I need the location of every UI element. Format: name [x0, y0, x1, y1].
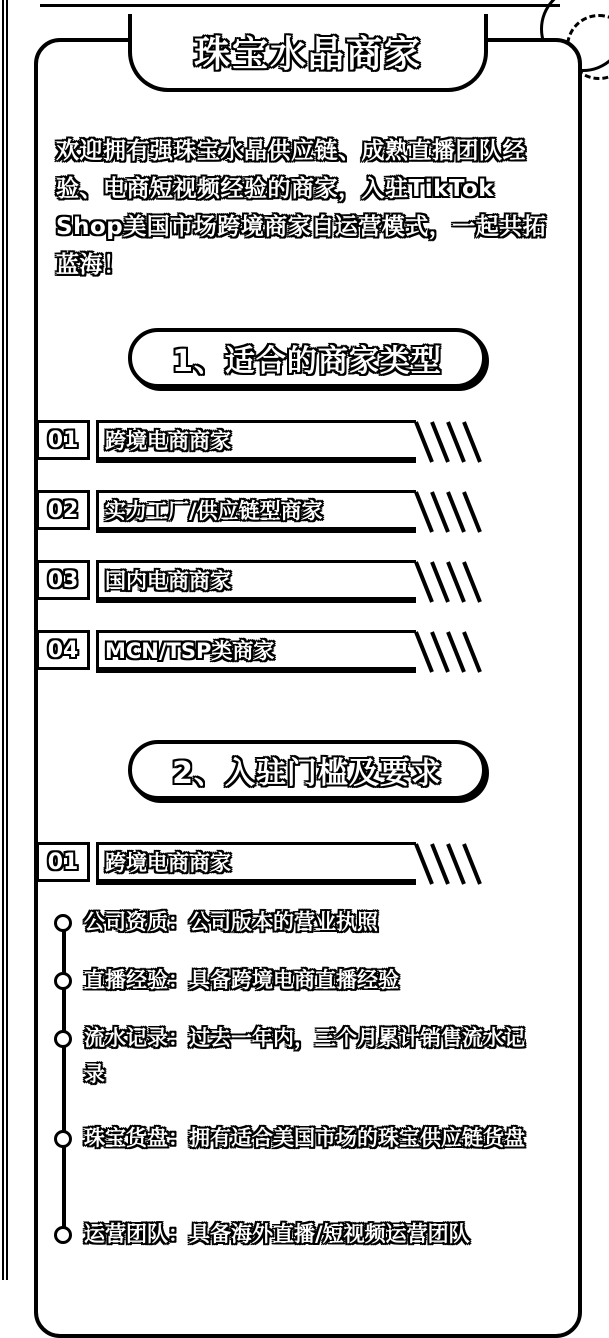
stripes-decoration: [412, 490, 482, 534]
stripes-decoration: [412, 420, 482, 464]
item-label: MCN/TSP类商家: [96, 630, 416, 670]
item-label: 跨境电商商家: [96, 420, 416, 460]
header-tab: [128, 14, 488, 92]
intro-paragraph: 欢迎拥有强珠宝水晶供应链、成熟直播团队经验、电商短视频经验的商家，入驻TikTok Shop美国市场跨境商家自运营模式，一起共拓蓝海！: [56, 138, 547, 278]
section-1-title: 1、适合的商家类型: [172, 344, 442, 379]
stripes-decoration: [412, 630, 482, 674]
page-title: 珠宝水晶商家: [193, 33, 422, 75]
merchant-type-item: [36, 560, 446, 604]
requirement-category-item: [36, 842, 446, 886]
item-label: 国内电商商家: [96, 560, 416, 600]
timeline-line: [62, 918, 66, 1234]
timeline-dot: [54, 1130, 72, 1148]
item-label: 跨境电商商家: [96, 842, 416, 882]
item-number: 03: [36, 560, 90, 600]
requirement-item: 流水记录：过去一年内，三个月累计销售流水记录: [84, 1026, 525, 1086]
item-number: 01: [36, 420, 90, 460]
item-number: 02: [36, 490, 90, 530]
top-border-line: [40, 4, 560, 7]
merchant-type-item: [36, 630, 446, 674]
timeline-dot: [54, 1226, 72, 1244]
merchant-type-item: [36, 420, 446, 464]
timeline-dot: [54, 972, 72, 990]
stripes-decoration: [412, 560, 482, 604]
requirement-item: 运营团队：具备海外直播/短视频运营团队: [84, 1222, 470, 1246]
item-number: 04: [36, 630, 90, 670]
section-1-header: [128, 328, 486, 388]
timeline-dot: [54, 1030, 72, 1048]
stripes-decoration: [412, 842, 482, 886]
requirement-item: 直播经验：具备跨境电商直播经验: [84, 968, 399, 992]
requirement-item: 珠宝货盘：拥有适合美国市场的珠宝供应链货盘: [84, 1126, 525, 1150]
section-2-title: 2、入驻门槛及要求: [172, 756, 442, 791]
item-number: 01: [36, 842, 90, 882]
requirement-item: 公司资质：公司版本的营业执照: [84, 910, 378, 934]
section-2-header: [128, 740, 486, 800]
item-label: 实力工厂/供应链型商家: [96, 490, 416, 530]
timeline-dot: [54, 914, 72, 932]
merchant-type-item: [36, 490, 446, 534]
page-left-rail: [2, 0, 8, 1280]
